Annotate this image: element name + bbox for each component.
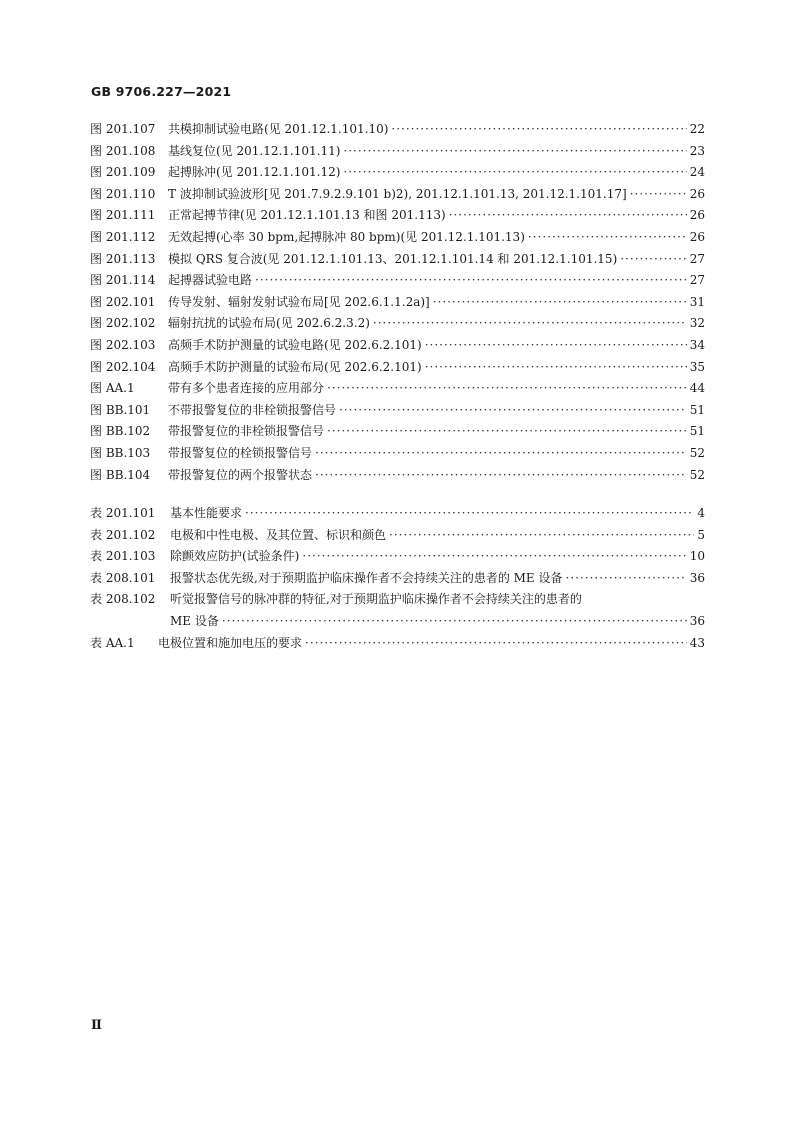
- leader-dots: [315, 443, 687, 465]
- entry-label: 表 AA.1: [90, 635, 135, 650]
- entry-title: 起搏脉冲(见 201.12.1.101.12): [168, 165, 341, 180]
- leader-dots: [425, 335, 687, 357]
- leader-dots: [255, 270, 687, 292]
- entry-title: 无效起搏(心率 30 bpm,起搏脉冲 80 bpm)(见 201.12.1.101.13): [168, 229, 525, 244]
- entry-label: 图 BB.104: [90, 467, 151, 482]
- entry-label: 表 201.102: [90, 527, 156, 542]
- leader-dots: [343, 141, 686, 163]
- entry-title: 高频手术防护测量的试验电路(见 202.6.2.101): [168, 337, 422, 352]
- entry-label: 图 201.110: [90, 186, 156, 201]
- entry-page: 51: [689, 402, 705, 417]
- entry-title: 报警状态优先级,对于预期监护临床操作者不会持续关注的患者的 ME 设备: [170, 570, 563, 585]
- section-gap: [90, 486, 705, 503]
- entry-label: 表 208.102: [90, 592, 156, 607]
- table-list-continued: [90, 633, 705, 655]
- entry-title-continued: ME 设备: [170, 614, 219, 629]
- entry-label: 图 201.113: [90, 251, 156, 266]
- entry-page: 23: [689, 143, 705, 158]
- entry-page: 32: [689, 316, 705, 331]
- entry-label: 图 BB.103: [90, 445, 151, 460]
- entry-page: 26: [689, 229, 705, 244]
- entry-page: 4: [697, 506, 705, 521]
- leader-dots: [433, 292, 687, 314]
- toc-entry[interactable]: [90, 568, 705, 590]
- entry-page: 52: [689, 445, 705, 460]
- entry-page: 24: [689, 165, 705, 180]
- leader-dots: [528, 227, 687, 249]
- entry-title: T 波抑制试验波形[见 201.7.9.2.9.101 b)2), 201.12.1.101.13, 201.12.1.101.17]: [168, 186, 627, 201]
- toc-entry[interactable]: [90, 335, 705, 357]
- entry-page: 27: [689, 273, 705, 288]
- leader-dots: [343, 162, 686, 184]
- entry-page: 5: [697, 527, 705, 542]
- toc-entry[interactable]: [90, 292, 705, 314]
- toc-entry[interactable]: [90, 465, 705, 487]
- entry-label: 图 201.112: [90, 229, 156, 244]
- leader-dots: [302, 546, 686, 568]
- leader-dots: [566, 568, 687, 590]
- leader-dots: [373, 313, 687, 335]
- toc-entry[interactable]: [90, 227, 705, 249]
- table-of-contents: [90, 119, 705, 654]
- leader-dots: [449, 205, 687, 227]
- entry-label: 图 201.107: [90, 122, 156, 136]
- table-list: [90, 503, 705, 589]
- entry-label: 图 202.103: [90, 337, 156, 352]
- toc-entry[interactable]: [90, 313, 705, 335]
- toc-entry[interactable]: [90, 443, 705, 465]
- entry-label: 图 201.111: [90, 208, 156, 223]
- toc-entry[interactable]: [90, 184, 705, 206]
- document-code: GB 9706.227—2021: [91, 84, 232, 99]
- entry-page: 35: [689, 359, 705, 374]
- toc-entry[interactable]: [90, 162, 705, 184]
- entry-label: 图 BB.101: [90, 402, 151, 417]
- entry-title: 模拟 QRS 复合波(见 201.12.1.101.13、201.12.1.101.14 和 201.12.1.101.15): [168, 251, 618, 266]
- entry-page: 36: [689, 570, 705, 585]
- toc-entry[interactable]: [90, 503, 705, 525]
- toc-entry[interactable]: [90, 249, 705, 271]
- entry-label: 图 201.114: [90, 273, 156, 288]
- entry-title: 起搏器试验电路: [168, 273, 253, 288]
- entry-label: 图 202.101: [90, 294, 156, 309]
- entry-title: 带报警复位的两个报警状态: [168, 467, 313, 482]
- entry-page: 44: [689, 381, 705, 396]
- entry-page: 36: [689, 614, 705, 629]
- entry-page: 31: [689, 294, 705, 309]
- entry-title: 共模抑制试验电路(见 201.12.1.101.10): [168, 122, 389, 136]
- toc-entry[interactable]: [90, 141, 705, 163]
- entry-title: 除颤效应防护(试验条件): [170, 549, 300, 564]
- entry-title: 带有多个患者连接的应用部分: [168, 381, 325, 396]
- entry-label: 图 AA.1: [90, 381, 135, 396]
- entry-label: 表 208.101: [90, 570, 156, 585]
- page-number: Ⅱ: [91, 1018, 102, 1033]
- toc-entry[interactable]: [90, 525, 705, 547]
- entry-page: 27: [689, 251, 705, 266]
- entry-title: 电极位置和施加电压的要求: [158, 635, 303, 650]
- entry-label: 图 202.104: [90, 359, 156, 374]
- entry-page: 10: [689, 549, 705, 564]
- entry-label: 表 201.103: [90, 549, 156, 564]
- toc-entry[interactable]: [90, 357, 705, 379]
- leader-dots: [305, 633, 687, 655]
- entry-title: 传导发射、辐射发射试验布局[见 202.6.1.1.2a)]: [168, 294, 430, 309]
- entry-title: 高频手术防护测量的试验布局(见 202.6.2.101): [168, 359, 422, 374]
- leader-dots: [339, 400, 687, 422]
- toc-entry[interactable]: [90, 400, 705, 422]
- entry-title: 带报警复位的栓锁报警信号: [168, 445, 313, 460]
- leader-dots: [391, 119, 686, 141]
- leader-dots: [327, 421, 687, 443]
- entry-page: 26: [689, 208, 705, 223]
- toc-entry[interactable]: [90, 633, 705, 655]
- entry-title: 听觉报警信号的脉冲群的特征,对于预期监护临床操作者不会持续关注的患者的: [170, 592, 582, 607]
- leader-dots: [620, 249, 686, 271]
- toc-entry[interactable]: [90, 119, 705, 141]
- entry-label: 图 BB.102: [90, 424, 151, 439]
- figure-list: [90, 119, 705, 486]
- entry-label: 图 202.102: [90, 316, 156, 331]
- leader-dots: [315, 465, 687, 487]
- entry-title: 电极和中性电极、及其位置、标识和颜色: [170, 527, 387, 542]
- leader-dots: [327, 378, 687, 400]
- leader-dots: [222, 611, 687, 633]
- entry-title: 带报警复位的非栓锁报警信号: [168, 424, 325, 439]
- toc-entry[interactable]: [90, 270, 705, 292]
- toc-entry[interactable]: [90, 421, 705, 443]
- entry-title: 基本性能要求: [170, 506, 243, 521]
- leader-dots: [630, 184, 687, 206]
- toc-entry[interactable]: [90, 589, 705, 632]
- leader-dots: [425, 357, 687, 379]
- entry-page: 22: [689, 122, 705, 136]
- entry-title: 正常起搏节律(见 201.12.1.101.13 和图 201.113): [168, 208, 446, 223]
- entry-page: 34: [689, 337, 705, 352]
- toc-entry[interactable]: [90, 205, 705, 227]
- entry-page: 43: [689, 635, 705, 650]
- toc-entry[interactable]: [90, 546, 705, 568]
- entry-label: 图 201.108: [90, 143, 156, 158]
- entry-title: 不带报警复位的非栓锁报警信号: [168, 402, 337, 417]
- entry-page: 51: [689, 424, 705, 439]
- toc-entry[interactable]: [90, 378, 705, 400]
- entry-title: 基线复位(见 201.12.1.101.11): [168, 143, 341, 158]
- leader-dots: [389, 525, 694, 547]
- leader-dots: [245, 503, 694, 525]
- entry-page: 52: [689, 467, 705, 482]
- entry-label: 表 201.101: [90, 506, 156, 521]
- entry-label: 图 201.109: [90, 165, 156, 180]
- entry-page: 26: [689, 186, 705, 201]
- entry-title: 辐射抗扰的试验布局(见 202.6.2.3.2): [168, 316, 370, 331]
